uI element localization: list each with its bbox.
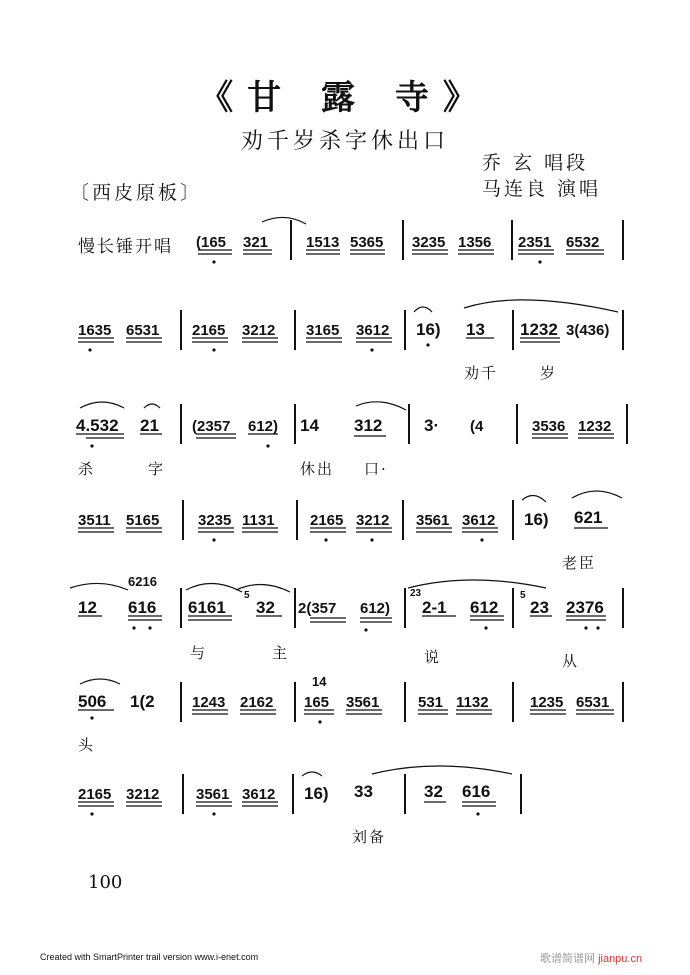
tempo-label: 慢长锤开唱 bbox=[78, 237, 173, 257]
note-group: 16) bbox=[416, 320, 441, 339]
note-group: 6531 bbox=[126, 322, 160, 339]
grace-note: 5 bbox=[520, 590, 526, 601]
bar-line bbox=[622, 682, 624, 722]
composer-credit: 乔 玄 唱段 bbox=[482, 152, 589, 174]
note-group: 5365 bbox=[350, 234, 384, 251]
bar-line bbox=[622, 220, 624, 260]
note-group: (2357 bbox=[192, 418, 231, 435]
grace-note: 6216 bbox=[128, 574, 157, 589]
note-group: 312 bbox=[354, 416, 383, 435]
singer-credit: 马连良 演唱 bbox=[482, 178, 602, 200]
grace-note: 23 bbox=[410, 588, 422, 599]
note-group: 616 bbox=[128, 598, 157, 617]
bar-line bbox=[292, 774, 294, 814]
bar-line bbox=[511, 220, 513, 260]
bar-line bbox=[404, 774, 406, 814]
lyric: 口· bbox=[364, 460, 388, 478]
page-number: 100 bbox=[88, 872, 123, 893]
lyric: 主 bbox=[272, 644, 290, 662]
note-group: 2165 bbox=[192, 322, 226, 339]
note-group: 1(2 bbox=[130, 692, 155, 711]
bar-line bbox=[180, 588, 182, 628]
bar-line bbox=[622, 588, 624, 628]
tune-label: 〔西皮原板〕 bbox=[70, 182, 203, 204]
note-group: 16) bbox=[304, 784, 329, 803]
bar-line bbox=[404, 682, 406, 722]
note-group: 2351 bbox=[518, 234, 552, 251]
bar-line bbox=[294, 310, 296, 350]
footer-note: Created with SmartPrinter trail version www.i-enet.com bbox=[40, 952, 259, 962]
lyric: 杀 bbox=[78, 460, 96, 478]
note-group: 2165 bbox=[78, 786, 112, 803]
bar-line bbox=[294, 404, 296, 444]
note-group: 1243 bbox=[192, 694, 226, 711]
note-group: 3212 bbox=[242, 322, 276, 339]
note-group: 5165 bbox=[126, 512, 160, 529]
lyric: 岁 bbox=[540, 364, 558, 382]
note-group: 616 bbox=[462, 782, 491, 801]
note-group: 531 bbox=[418, 694, 444, 711]
note-group: 621 bbox=[574, 508, 603, 527]
lyric: 从 bbox=[562, 652, 580, 670]
bar-line bbox=[404, 588, 406, 628]
note-group: 3(436) bbox=[566, 322, 610, 339]
note-group: 2(357 bbox=[298, 600, 337, 617]
lyric: 劝千 bbox=[464, 364, 499, 382]
lyric: 老臣 bbox=[562, 554, 597, 572]
note-group: 3235 bbox=[198, 512, 232, 529]
note-group: 6161 bbox=[188, 598, 226, 617]
note-group: 165 bbox=[304, 694, 330, 711]
note-group: 1132 bbox=[456, 694, 489, 711]
bar-line bbox=[180, 682, 182, 722]
note-group: 21 bbox=[140, 416, 159, 435]
note-group: 6531 bbox=[576, 694, 610, 711]
note-group: 2-1 bbox=[422, 598, 447, 617]
bar-line bbox=[402, 500, 404, 540]
bar-line bbox=[294, 682, 296, 722]
bar-line bbox=[182, 500, 184, 540]
grace-note: 14 bbox=[312, 674, 327, 689]
lyric: 休出 bbox=[300, 460, 335, 478]
bar-line bbox=[512, 310, 514, 350]
note-group: 12 bbox=[78, 598, 97, 617]
note-group: 612) bbox=[360, 600, 391, 617]
note-group: 3165 bbox=[306, 322, 340, 339]
note-group: 3212 bbox=[126, 786, 160, 803]
bar-line bbox=[180, 310, 182, 350]
page-title: 《甘 露 寺》 bbox=[199, 78, 491, 118]
note-group: 3536 bbox=[532, 418, 566, 435]
note-group: 3· bbox=[424, 416, 440, 435]
note-group: 33 bbox=[354, 782, 373, 801]
note-group: 1356 bbox=[458, 234, 492, 251]
note-group: 32 bbox=[256, 598, 275, 617]
note-group: 23 bbox=[530, 598, 549, 617]
note-group: 2376 bbox=[566, 598, 604, 617]
note-group: 16) bbox=[524, 510, 549, 529]
note-group: 3561 bbox=[346, 694, 380, 711]
note-group: 3561 bbox=[416, 512, 450, 529]
note-group: 1232 bbox=[578, 418, 612, 435]
note-group: 3212 bbox=[356, 512, 390, 529]
note-group: 6532 bbox=[566, 234, 600, 251]
bar-line bbox=[512, 588, 514, 628]
bar-line bbox=[408, 404, 410, 444]
bar-line bbox=[622, 310, 624, 350]
note-group: 612 bbox=[470, 598, 499, 617]
note-group: 1131 bbox=[242, 512, 275, 529]
bar-line bbox=[520, 774, 522, 814]
bar-line bbox=[516, 404, 518, 444]
note-group: (165 bbox=[196, 234, 227, 251]
note-group: 3612 bbox=[356, 322, 390, 339]
note-group: 14 bbox=[300, 416, 319, 435]
lyric: 刘备 bbox=[352, 828, 387, 846]
note-group: 32 bbox=[424, 782, 443, 801]
bar-line bbox=[182, 774, 184, 814]
lyric: 字 bbox=[148, 460, 166, 478]
note-group: 4.532 bbox=[76, 416, 119, 435]
bar-line bbox=[290, 220, 292, 260]
bar-line bbox=[296, 500, 298, 540]
note-group: (4 bbox=[470, 418, 484, 435]
bar-line bbox=[294, 588, 296, 628]
note-group: 1635 bbox=[78, 322, 112, 339]
note-group: 1235 bbox=[530, 694, 564, 711]
bar-line bbox=[512, 500, 514, 540]
note-group: 2165 bbox=[310, 512, 344, 529]
note-group: 3612 bbox=[462, 512, 496, 529]
note-group: 2162 bbox=[240, 694, 274, 711]
note-group: 612) bbox=[248, 418, 279, 435]
bar-line bbox=[402, 220, 404, 260]
bar-line bbox=[404, 310, 406, 350]
note-group: 1232 bbox=[520, 320, 558, 339]
bar-line bbox=[626, 404, 628, 444]
note-group: 3235 bbox=[412, 234, 446, 251]
note-group: 3511 bbox=[78, 512, 111, 529]
bar-line bbox=[512, 682, 514, 722]
note-group: 3561 bbox=[196, 786, 230, 803]
bar-line bbox=[180, 404, 182, 444]
note-group: 321 bbox=[243, 234, 269, 251]
note-group: 506 bbox=[78, 692, 107, 711]
note-group: 3612 bbox=[242, 786, 276, 803]
lyric: 说 bbox=[424, 648, 442, 666]
watermark-left: 歌谱简谱网 bbox=[540, 953, 595, 965]
watermark bbox=[540, 950, 642, 966]
note-group: 13 bbox=[466, 320, 485, 339]
lyric: 与 bbox=[190, 644, 208, 662]
page-subtitle: 劝千岁杀字休出口 bbox=[240, 129, 449, 154]
grace-note: 5 bbox=[244, 590, 250, 601]
note-group: 1513 bbox=[306, 234, 340, 251]
lyric: 头 bbox=[78, 736, 96, 754]
watermark-right: jianpu.cn bbox=[598, 953, 643, 965]
